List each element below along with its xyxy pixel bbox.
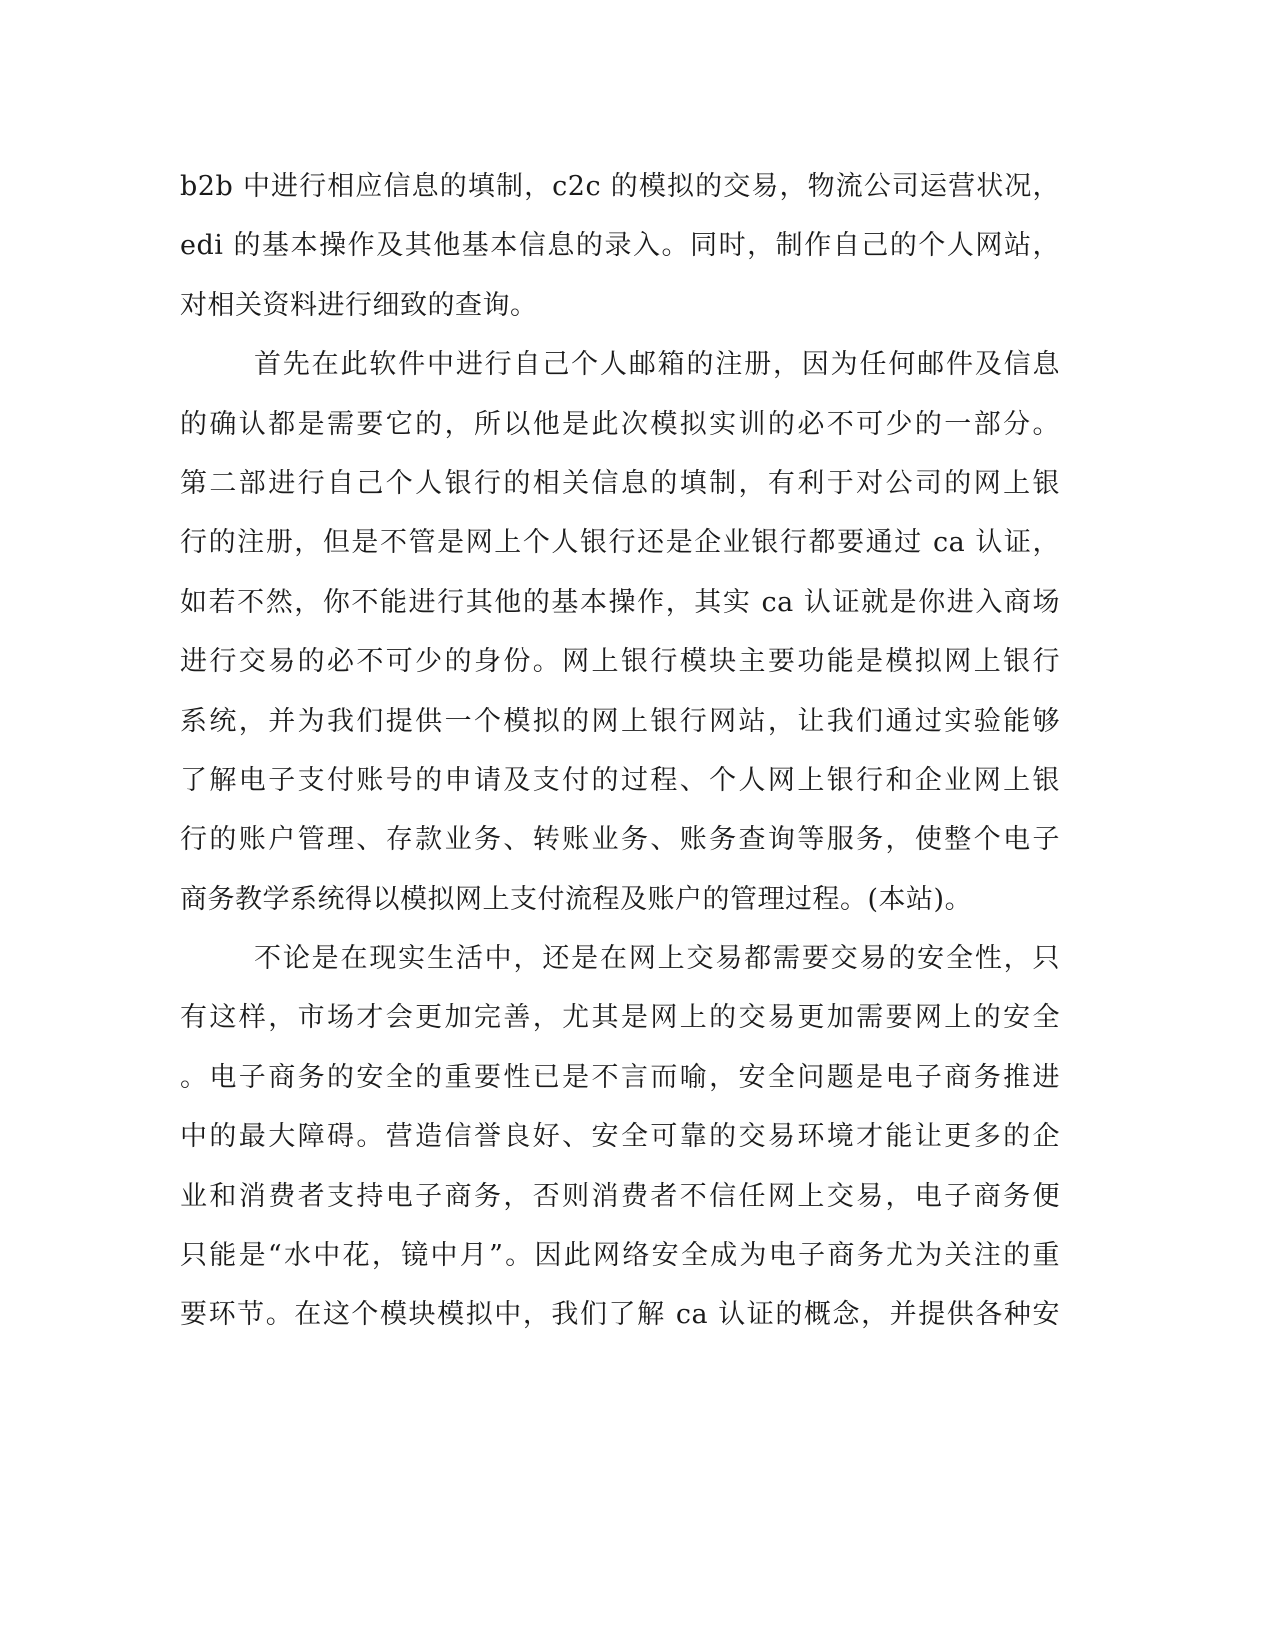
paragraph-line: 系统，并为我们提供一个模拟的网上银行网站，让我们通过实验能够 bbox=[180, 705, 1060, 737]
body-text bbox=[180, 157, 1060, 1345]
paragraph-line: 商务教学系统得以模拟网上支付流程及账户的管理过程。(本站)。 bbox=[180, 883, 973, 915]
paragraph-line: 第二部进行自己个人银行的相关信息的填制，有利于对公司的网上银 bbox=[180, 467, 1060, 499]
paragraph-line: 业和消费者支持电子商务，否则消费者不信任网上交易，电子商务便 bbox=[180, 1180, 1060, 1212]
paragraph-3 bbox=[180, 929, 1060, 1345]
paragraph-line: 只能是“水中花，镜中月”。因此网络安全成为电子商务尤为关注的重 bbox=[180, 1240, 1060, 1272]
paragraph-2 bbox=[180, 335, 1060, 929]
paragraph-line: 首先在此软件中进行自己个人邮箱的注册，因为任何邮件及信息 bbox=[254, 349, 1060, 381]
paragraph-line: 进行交易的必不可少的身份。网上银行模块主要功能是模拟网上银行 bbox=[180, 646, 1060, 678]
paragraph-line: 不论是在现实生活中，还是在网上交易都需要交易的安全性，只 bbox=[254, 943, 1060, 975]
paragraph-1 bbox=[180, 157, 1060, 335]
paragraph-line: 行的账户管理、存款业务、转账业务、账务查询等服务，使整个电子 bbox=[180, 824, 1060, 856]
paragraph-line: 的确认都是需要它的，所以他是此次模拟实训的必不可少的一部分。 bbox=[180, 408, 1060, 440]
paragraph-line: 。电子商务的安全的重要性已是不言而喻，安全问题是电子商务推进 bbox=[180, 1061, 1060, 1093]
paragraph-line: edi 的基本操作及其他基本信息的录入。同时，制作自己的个人网站， bbox=[180, 230, 1060, 262]
paragraph-line: 对相关资料进行细致的查询。 bbox=[180, 289, 538, 321]
paragraph-line: 有这样，市场才会更加完善，尤其是网上的交易更加需要网上的安全 bbox=[180, 1002, 1060, 1034]
paragraph-line: 如若不然，你不能进行其他的基本操作，其实 ca 认证就是你进入商场 bbox=[180, 586, 1060, 618]
paragraph-line: 行的注册，但是不管是网上个人银行还是企业银行都要通过 ca 认证， bbox=[180, 527, 1060, 559]
paragraph-line: b2b 中进行相应信息的填制，c2c 的模拟的交易，物流公司运营状况， bbox=[180, 171, 1060, 202]
paragraph-line: 了解电子支付账号的申请及支付的过程、个人网上银行和企业网上银 bbox=[180, 764, 1060, 796]
paragraph-line: 要环节。在这个模块模拟中，我们了解 ca 认证的概念，并提供各种安 bbox=[180, 1299, 1060, 1331]
paragraph-line: 中的最大障碍。营造信誉良好、安全可靠的交易环境才能让更多的企 bbox=[180, 1121, 1060, 1153]
